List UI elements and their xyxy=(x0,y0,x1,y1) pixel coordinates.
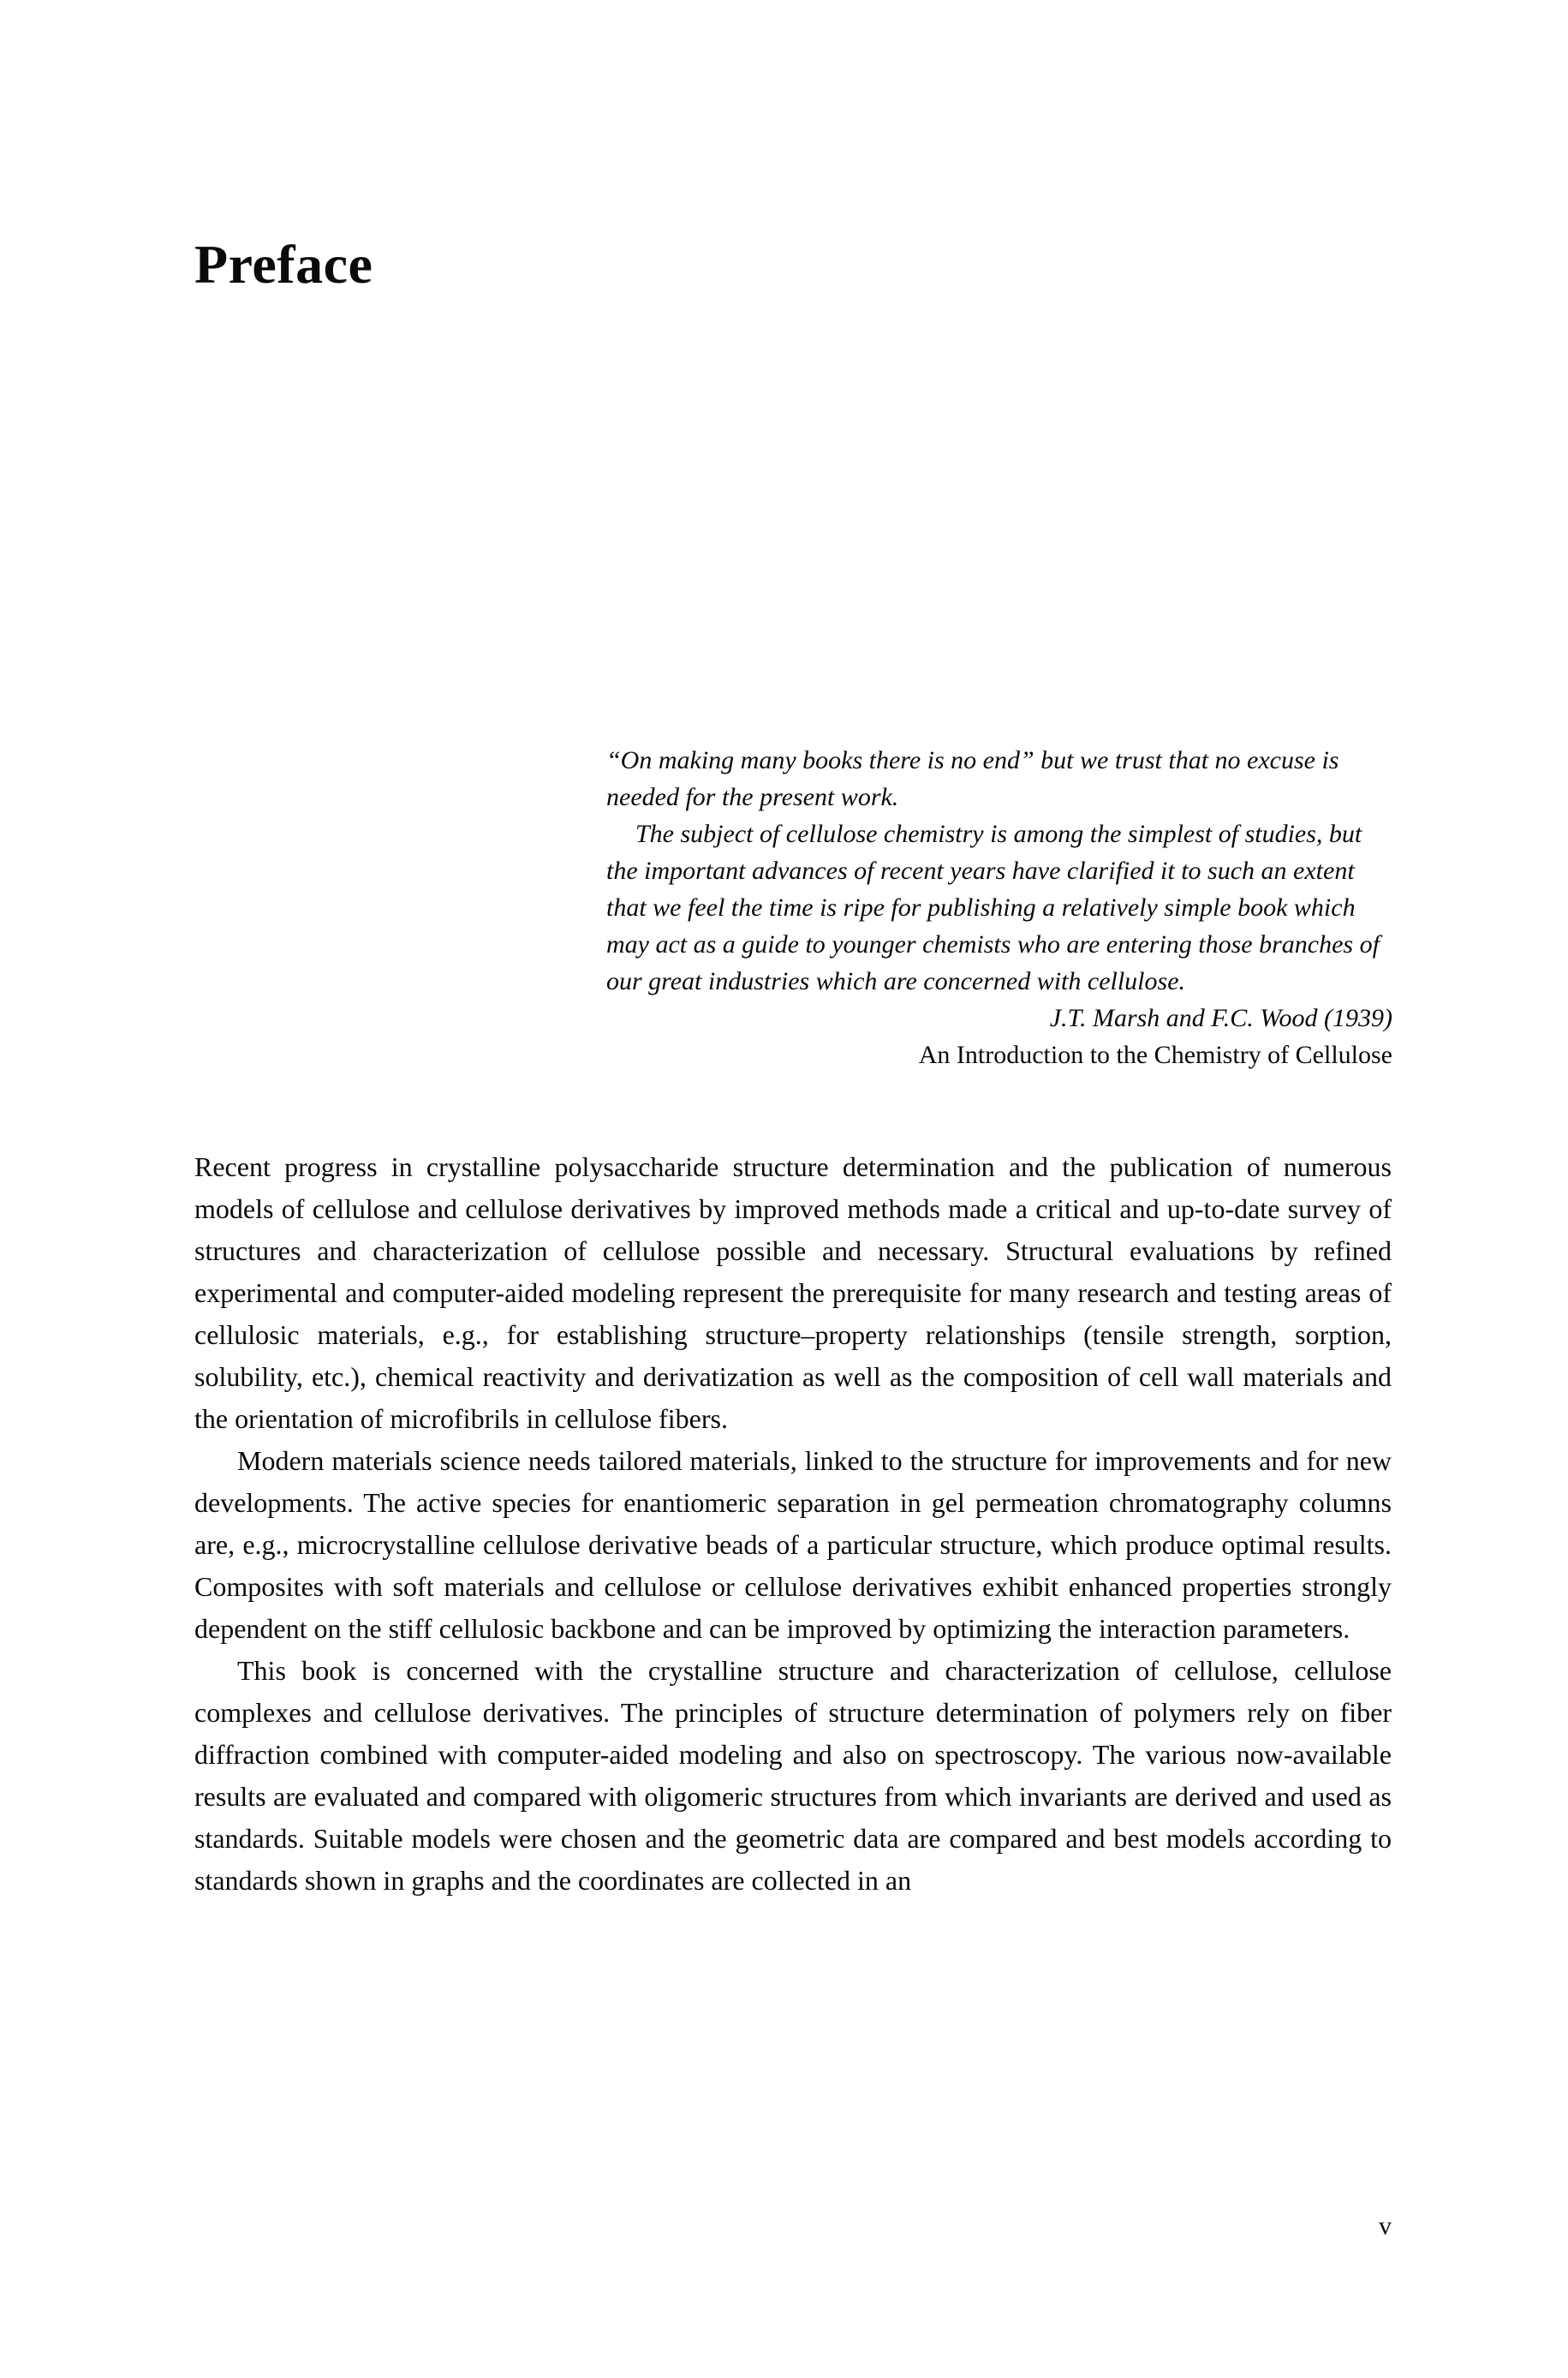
epigraph-quote-paragraph: “On making many books there is no end” but we trust that no excuse is needed for the present work. xyxy=(606,746,1339,811)
epigraph xyxy=(606,742,1392,1073)
body-text xyxy=(194,1146,1392,1902)
epigraph-quote-paragraph: The subject of cellulose chemistry is among the simplest of studies, but the important advances of recent years have clarified it to such an extent that we feel the time is ripe for publishing a relatively simple book which may act as a guide to younger chemists who are entering those branches of our great industries which are concerned with cellulose. xyxy=(606,820,1380,995)
epigraph-source-title: An Introduction to the Chemistry of Cellulose xyxy=(918,1041,1392,1069)
body-paragraph: This book is concerned with the crystalline structure and characterization of cellulose, cellulose complexes and cellulose derivatives. The principles of structure determination of polymers rely on fiber diffraction combined with computer-aided modeling and also on spectroscopy. The various now-available results are evaluated and compared with oligomeric structures from which invariants are derived and used as standards. Suitable models were chosen and the geometric data are compared and best models according to standards shown in graphs and the coordinates are collected in an xyxy=(194,1655,1392,1896)
page-title: Preface xyxy=(194,234,373,295)
body-paragraph: Modern materials science needs tailored materials, linked to the structure for improvements and for new developments. The active species for enantiomeric separation in gel permeation chromatography columns are, e.g., microcrystalline cellulose derivative beads of a particular structure, which produce optimal results. Composites with soft materials and cellulose or cellulose derivatives exhibit enhanced properties strongly dependent on the stiff cellulosic backbone and can be improved by optimizing the interaction parameters. xyxy=(194,1445,1392,1644)
body-paragraph: Recent progress in crystalline polysaccharide structure determination and the publication of numerous models of cellulose and cellulose derivatives by improved methods made a critical and up-to-date survey of structures and characterization of cellulose possible and necessary. Structural evaluations by refined experimental and computer-aided modeling represent the prerequisite for many research and testing areas of cellulosic materials, e.g., for establishing structure–property relationships (tensile strength, sorption, solubility, etc.), chemical reactivity and derivatization as well as the composition of cell wall materials and the orientation of microfibrils in cellulose fibers. xyxy=(194,1151,1392,1434)
page-number: v xyxy=(1379,2212,1392,2240)
epigraph-attribution: J.T. Marsh and F.C. Wood (1939) xyxy=(1049,1004,1392,1032)
